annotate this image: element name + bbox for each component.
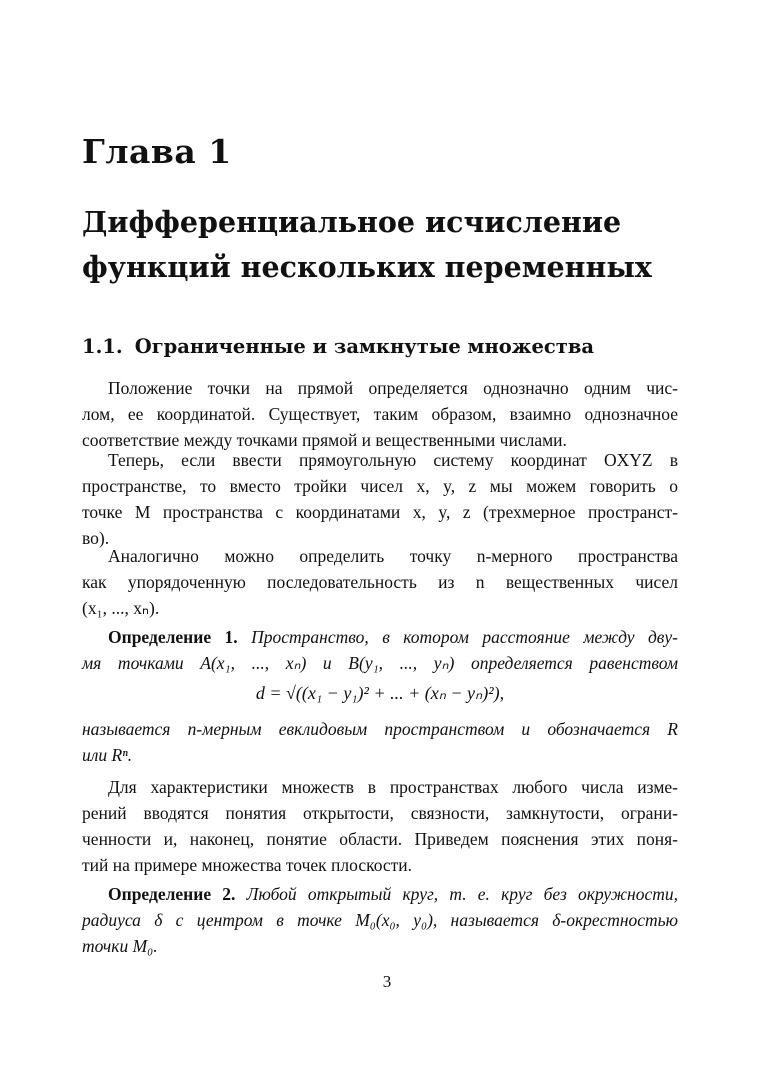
paragraph-line: точке M пространства с координатами x, y, z (трехмерное пространст- [82,502,678,522]
definition-line: точки M₀. [82,936,158,956]
paragraph-line: Положение точки на прямой определяется однозначно одним чис- [108,378,678,398]
paragraph-line: ченности и, наконец, понятие области. Приведем пояснения этих поня- [82,829,678,849]
paragraph-line: (x₁, ..., xₙ). [82,598,160,618]
paragraph-line: рений вводятся понятия открытости, связности, замкнутости, ограни- [82,803,678,823]
paragraph-line: во). [82,528,110,548]
chapter-label: Глава 1 [82,132,232,171]
paragraph-1 [82,375,678,453]
section-number: 1.1. [82,335,123,358]
definition-text: Любой открытый круг, т. е. круг без окружности, [246,884,679,904]
paragraph-line: пространстве, то вместо тройки чисел x, y, z мы можем говорить о [82,476,678,496]
definition-label: Определение 2. [108,884,236,904]
definition-2 [82,881,678,959]
chapter-title-line-2: функций нескольких переменных [82,250,652,284]
definition-line: радиуса δ с центром в точке M₀(x₀, y₀), называется δ-окрестностью [82,910,678,930]
definition-line [82,881,678,907]
definition-text: Пространство, в котором расстояние между дву- [251,627,678,647]
paragraph-line: как упорядоченную последовательность из n вещественных чисел [82,572,678,592]
page-number: 3 [382,972,392,991]
paragraph-line: соответствие между точками прямой и вещественными числами. [82,430,567,450]
definition-1 [82,624,678,676]
paragraph-line: Для характеристики множеств в пространствах любого числа изме- [108,777,678,797]
chapter-title-line-1: Дифференциальное исчисление [82,205,622,239]
paragraph-2 [82,447,678,551]
section-title: Ограниченные и замкнутые множества [134,335,595,358]
paragraph-line: Аналогично можно определить точку n-мерного пространства [108,546,678,566]
paragraph-4 [82,774,678,878]
definition-line: мя точками A(x₁, ..., xₙ) и B(y₁, ..., yₙ) определяется равенством [82,653,678,673]
definition-line: называется n-мерным евклидовым пространством и обозначается R [82,719,678,739]
paragraph-3 [82,543,678,621]
definition-label: Определение 1. [108,627,238,647]
definition-line: или Rⁿ. [82,745,133,765]
distance-formula: d = √((x₁ − y₁)² + ... + (xₙ − yₙ)²), [255,683,505,703]
definition-line [82,624,678,650]
paragraph-line: тий на примере множества точек плоскости. [82,855,413,875]
paragraph-line: лом, ее координатой. Существует, таким образом, взаимно однозначное [82,404,678,424]
section-heading [82,335,594,358]
definition-1-continued [82,716,678,768]
paragraph-line: Теперь, если ввести прямоугольную систему координат OXYZ в [108,450,678,470]
chapter-title [82,200,722,290]
